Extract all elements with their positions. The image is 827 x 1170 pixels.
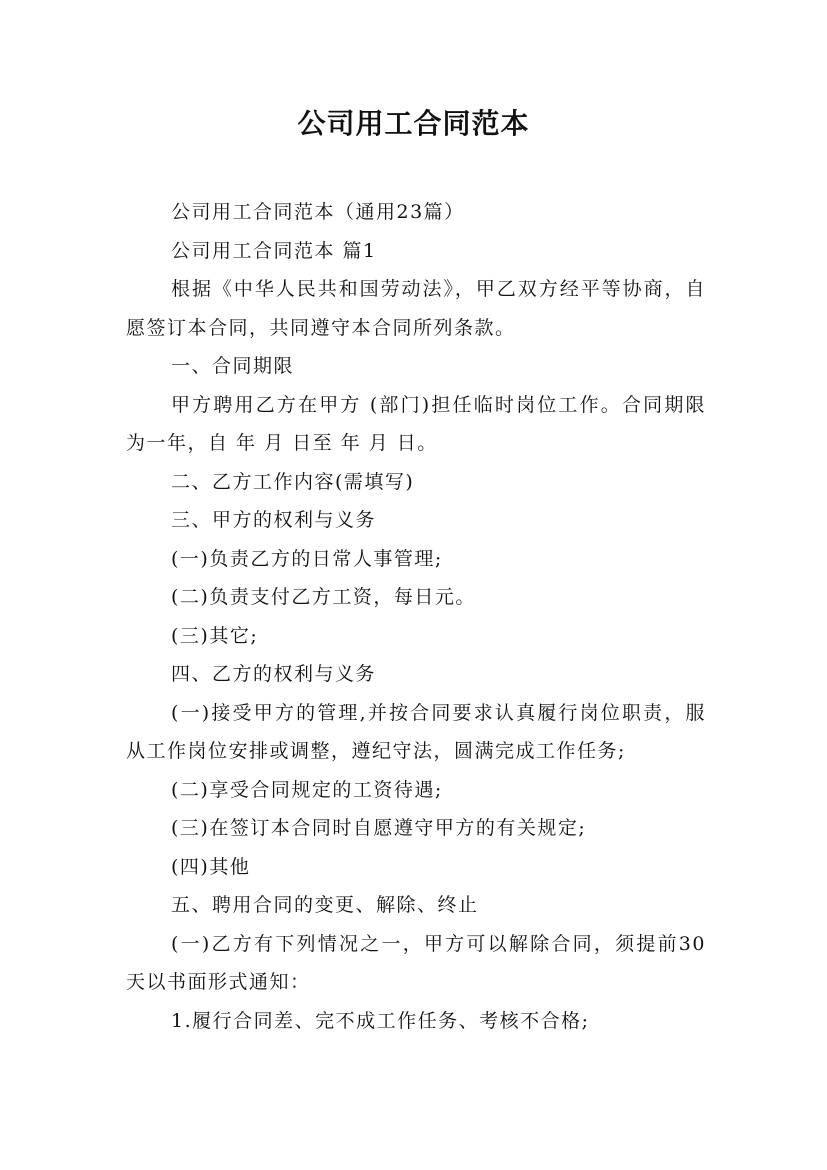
clause-item: (三)其它; bbox=[171, 624, 259, 647]
clause-heading-5: 五、聘用合同的变更、解除、终止 bbox=[171, 894, 479, 916]
clause-text-1: 甲方聘用乙方在甲方 (部门)担任临时岗位工作。合同期限为一年，自 年 月 日至 年 月 日。 bbox=[126, 393, 706, 454]
clause-item: (一)接受甲方的管理,并按合同要求认真履行岗位职责，服从工作岗位安排或调整，遵纪守法，圆满完成工作任务; bbox=[126, 701, 706, 762]
clause-item: (三)在签订本合同时自愿遵守甲方的有关规定; bbox=[171, 817, 587, 839]
document-body bbox=[126, 193, 706, 1040]
clause-item: (二)享受合同规定的工资待遇; bbox=[171, 778, 443, 801]
clause-heading-1: 一、合同期限 bbox=[171, 355, 295, 377]
clause-item: 1.履行合同差、完不成工作任务、考核不合格; bbox=[171, 1009, 590, 1032]
preamble-paragraph: 根据《中华人民共和国劳动法》，甲乙双方经平等协商，自愿签订本合同，共同遵守本合同所列条款。 bbox=[126, 278, 706, 339]
clause-heading-4: 四、乙方的权利与义务 bbox=[171, 663, 377, 685]
clause-item: (一)负责乙方的日常人事管理; bbox=[171, 547, 443, 570]
clause-item: (二)负责支付乙方工资，每日元。 bbox=[171, 586, 476, 608]
clause-heading-3: 三、甲方的权利与义务 bbox=[171, 509, 377, 531]
clause-heading-2: 二、乙方工作内容(需填写) bbox=[171, 470, 415, 493]
section-heading-paragraph: 公司用工合同范本 篇1 bbox=[171, 239, 377, 262]
clause-item: (一)乙方有下列情况之一，甲方可以解除合同，须提前30天以书面形式通知： bbox=[126, 932, 706, 993]
clause-item: (四)其他 bbox=[171, 855, 251, 878]
document-title: 公司用工合同范本 bbox=[297, 107, 530, 140]
subtitle-paragraph: 公司用工合同范本（通用23篇） bbox=[171, 201, 465, 223]
